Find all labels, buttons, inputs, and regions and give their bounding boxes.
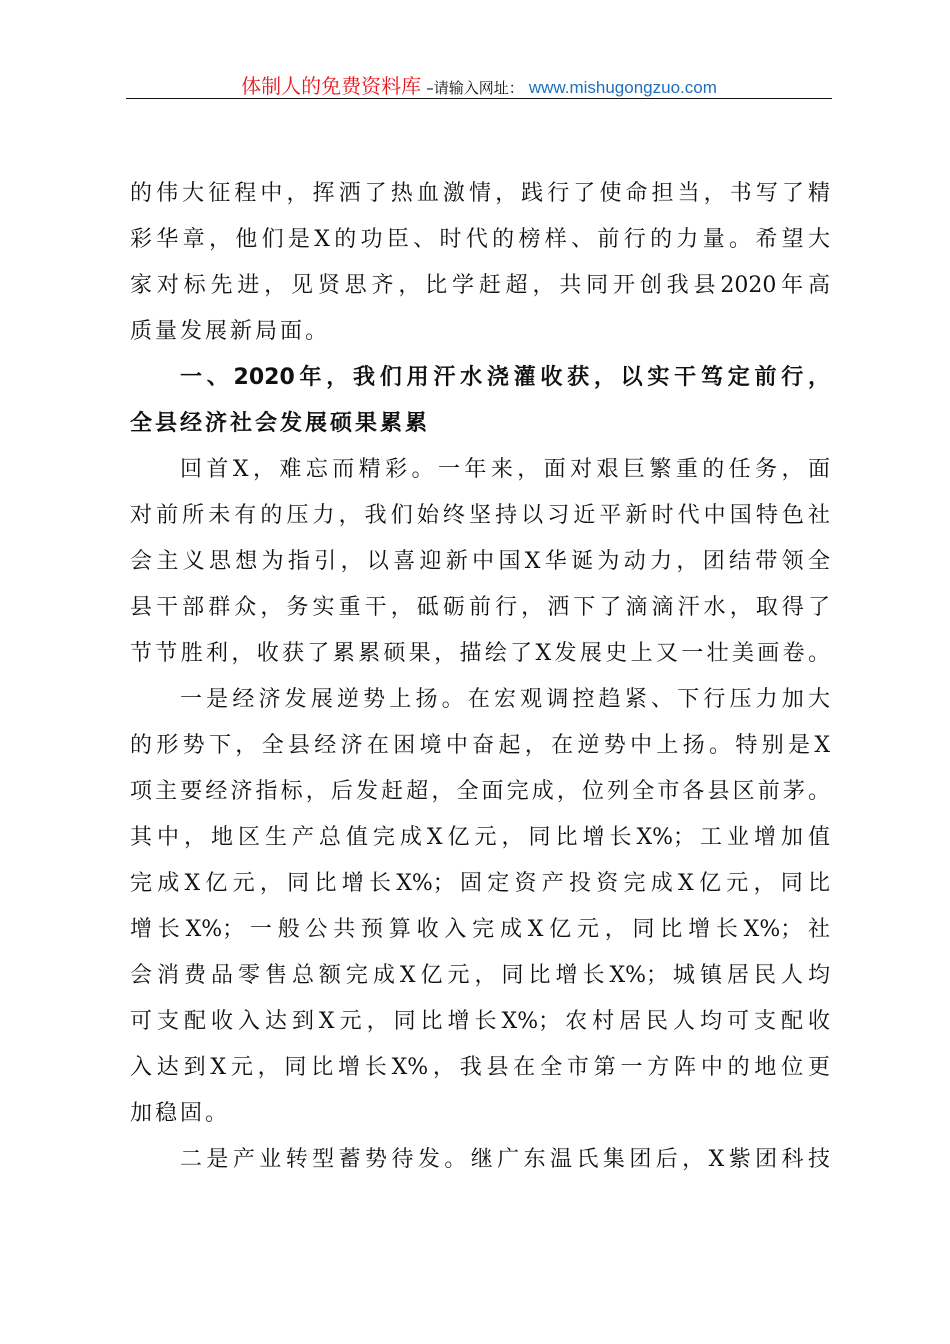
document-body xyxy=(130,174,830,1186)
text-line: 完成X亿元，同比增长X%；固定资产投资完成X亿元，同比 xyxy=(130,871,830,896)
text-line: 回首X，难忘而精彩。一年来，面对艰巨繁重的任务，面 xyxy=(180,457,830,482)
text-line: 县干部群众，务实重干，砥砺前行，洒下了滴滴汗水，取得了 xyxy=(130,595,830,620)
site-url-link[interactable]: www.mishugongzuo.com xyxy=(528,78,717,97)
text-line: 质量发展新局面。 xyxy=(130,319,331,344)
text-line: 节节胜利，收获了累累硕果，描绘了X发展史上又一壮美画卷。 xyxy=(130,641,830,666)
text-line: 一是经济发展逆势上扬。在宏观调控趋紧、下行压力加大 xyxy=(180,687,830,712)
text-line: 会消费品零售总额完成X亿元，同比增长X%；城镇居民人均 xyxy=(130,963,830,988)
section-heading: 一、2020年，我们用汗水浇灌收获，以实干笃定前行， xyxy=(180,365,830,390)
header-divider xyxy=(126,98,832,99)
text-line: 对前所未有的压力，我们始终坚持以习近平新时代中国特色社 xyxy=(130,503,830,528)
section-heading: 全县经济社会发展硕果累累 xyxy=(130,411,431,436)
text-line: 的伟大征程中，挥洒了热血激情，践行了使命担当，书写了精 xyxy=(130,181,830,206)
text-line: 的形势下，全县经济在困境中奋起，在逆势中上扬。特别是X xyxy=(130,733,830,758)
text-line: 项主要经济指标，后发赶超，全面完成，位列全市各县区前茅。 xyxy=(130,779,830,804)
page-header xyxy=(126,70,832,99)
text-line: 入达到X元，同比增长X%，我县在全市第一方阵中的地位更 xyxy=(130,1055,830,1080)
text-line: 会主义思想为指引，以喜迎新中国X华诞为动力，团结带领全 xyxy=(130,549,830,574)
text-line: 可支配收入达到X元，同比增长X%；农村居民人均可支配收 xyxy=(130,1009,830,1034)
text-line: 增长X%；一般公共预算收入完成X亿元，同比增长X%；社 xyxy=(130,917,830,942)
text-line: 其中，地区生产总值完成X亿元，同比增长X%；工业增加值 xyxy=(130,825,830,850)
text-line: 二是产业转型蓄势待发。继广东温氏集团后，X紫团科技 xyxy=(180,1147,830,1172)
url-prompt: –请输入网址： xyxy=(426,79,524,97)
text-line: 家对标先进，见贤思齐，比学赶超，共同开创我县2020年高 xyxy=(130,273,830,298)
text-line: 加稳固。 xyxy=(130,1101,231,1126)
site-name: 体制人的免费资料库 xyxy=(241,74,422,98)
text-line: 彩华章，他们是X的功臣、时代的榜样、前行的力量。希望大 xyxy=(130,227,830,252)
